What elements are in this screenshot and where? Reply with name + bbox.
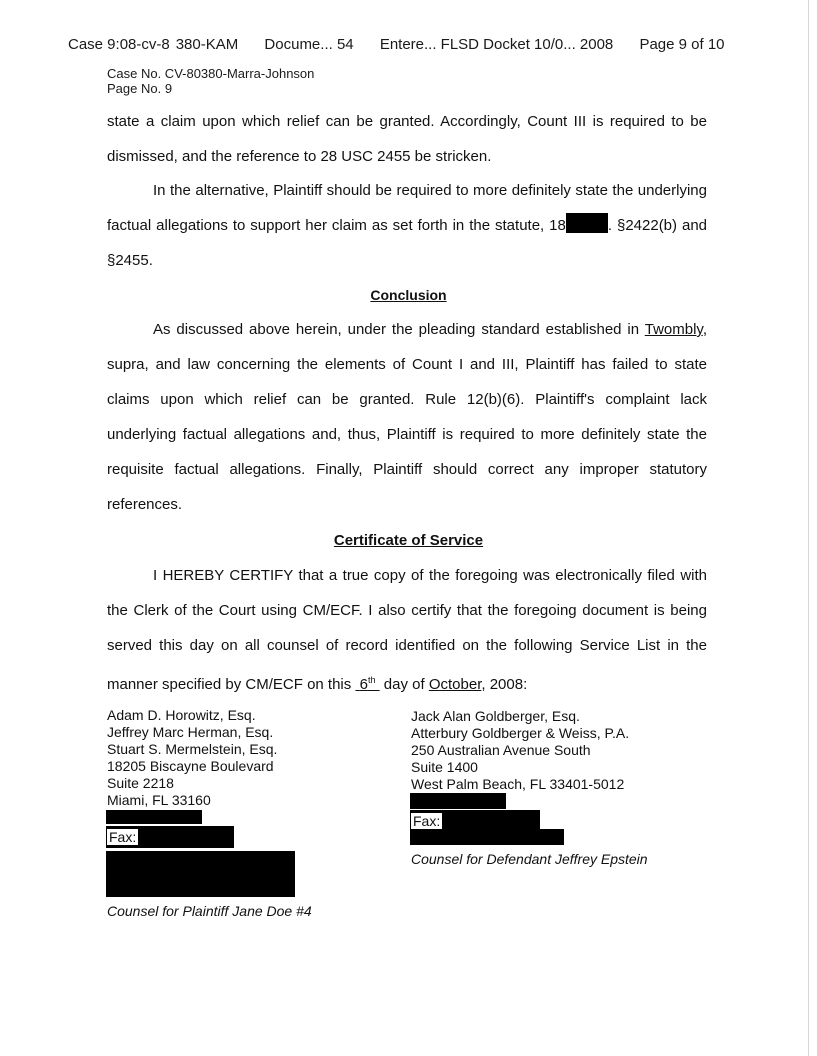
- plaintiff-counsel-city: Miami, FL 33160: [107, 792, 211, 808]
- paragraph-alternative-text: In the alternative, Plaintiff should be required to more definitely state the underlying factual allegations to support her claim as set forth in the statute, 18: [107, 182, 707, 234]
- defendant-counsel-city: West Palm Beach, FL 33401-5012: [411, 776, 625, 792]
- header-document-number: Docume... 54: [264, 36, 354, 53]
- redaction-block: [410, 829, 564, 845]
- conclusion-heading: Conclusion: [370, 287, 447, 303]
- case-number: Case No. CV-80380-Marra-Johnson: [107, 66, 315, 81]
- defendant-counsel-name: Jack Alan Goldberger, Esq.: [411, 708, 580, 724]
- defendant-counsel-block: [411, 708, 629, 793]
- paragraph-count-three: state a claim upon which relief can be granted. Accordingly, Count III is required to be dismissed, and the reference to 28 USC 2455 be stricken.: [107, 113, 707, 165]
- conclusion-text-start: As discussed above herein, under the pleading standard established in: [153, 321, 645, 338]
- header-case-number: Case 9:08-cv-8 380-KAM: [68, 36, 239, 53]
- defendant-counsel-street: 250 Australian Avenue South: [411, 742, 591, 758]
- redaction-block: [410, 793, 506, 809]
- redaction-block: [106, 851, 295, 897]
- certificate-day-of: day of: [379, 676, 429, 693]
- paragraph-alternative-statutes: . §2422(b) and §2455.: [107, 217, 708, 269]
- filing-header: [68, 36, 758, 53]
- case-meta: [107, 66, 314, 96]
- certificate-text: I HEREBY CERTIFY that a true copy of the foregoing was electronically filed with the Clerk of the Court using CM/ECF. I also certify that the foregoing document is being served this day on all counsel of record identified on the following Service List in the manner specified by CM/ECF on this: [107, 567, 707, 693]
- certificate-paragraph: [107, 558, 707, 702]
- certificate-month: October: [428, 676, 482, 693]
- plaintiff-counsel-name-3: Stuart S. Mermelstein, Esq.: [107, 741, 278, 757]
- defendant-counsel-suite: Suite 1400: [411, 759, 478, 775]
- defendant-counsel-role: Counsel for Defendant Jeffrey Epstein: [411, 851, 648, 867]
- conclusion-paragraph: [107, 312, 707, 522]
- plaintiff-counsel-name-2: Jeffrey Marc Herman, Esq.: [107, 724, 274, 740]
- certificate-heading: Certificate of Service: [333, 532, 484, 549]
- plaintiff-counsel-block: [107, 707, 277, 809]
- page-edge: [808, 0, 809, 1056]
- redaction-block: [106, 810, 202, 824]
- plaintiff-counsel-name-1: Adam D. Horowitz, Esq.: [107, 707, 256, 723]
- defendant-counsel-firm: Atterbury Goldberger & Weiss, P.A.: [411, 725, 630, 741]
- certificate-day: [355, 676, 379, 693]
- plaintiff-fax-label: Fax:: [109, 829, 137, 845]
- certificate-year: , 2008:: [481, 676, 528, 693]
- plaintiff-counsel-suite: Suite 2218: [107, 775, 174, 791]
- redaction-block: [566, 213, 608, 233]
- plaintiff-counsel-role: Counsel for Plaintiff Jane Doe #4: [107, 903, 312, 919]
- case-citation: Twombly: [644, 321, 703, 338]
- conclusion-text-end: , supra, and law concerning the elements of Count I and III, Plaintiff has failed to state claims upon which relief can be granted. Rule 12(b)(6). Plaintiff's complaint lack underlying factual allegations and, thus, Plaintiff is required to more definitely state the requisite factual allegations. Finally, Plaintiff should correct any improper statutory references.: [107, 321, 707, 513]
- paragraph-alternative: [107, 173, 707, 278]
- certificate-day-number: 6: [359, 676, 368, 693]
- page-number: Page No. 9: [107, 81, 173, 96]
- plaintiff-counsel-street: 18205 Biscayne Boulevard: [107, 758, 274, 774]
- certificate-day-suffix: th: [367, 675, 376, 685]
- header-page: Page 9 of 10: [639, 36, 725, 53]
- defendant-fax-label: Fax:: [413, 813, 441, 829]
- header-entered: Entere... FLSD Docket 10/0... 2008: [379, 36, 614, 53]
